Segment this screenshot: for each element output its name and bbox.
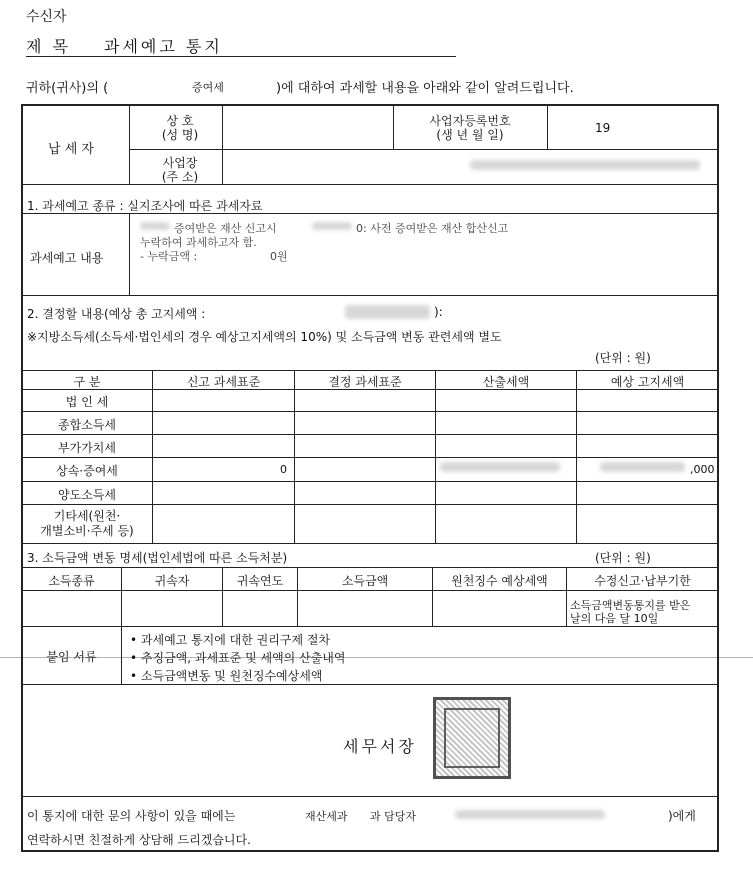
- footer-line1-prefix: 이 통지에 대한 문의 사항이 있을 때에는: [27, 809, 236, 823]
- intro-suffix: )에 대하여 과세할 내용을 아래와 같이 알려드립니다.: [276, 81, 574, 96]
- s3-header-recipient: 귀속자: [154, 574, 190, 588]
- row-label-vat: 부가가치세: [58, 441, 116, 455]
- section2-title: 2. 결정할 내용(예상 총 고지세액 :: [27, 307, 206, 321]
- footer-line2: 연락하시면 친절하게 상담해 드리겠습니다.: [27, 833, 251, 847]
- attachments-label: 붙임 서류: [46, 650, 97, 664]
- addr-label-1: 사업장: [162, 156, 198, 170]
- col-header-expected-tax: 예상 고지세액: [610, 375, 685, 389]
- row-label-income-tax: 종합소득세: [58, 418, 116, 432]
- redacted-contact: [455, 810, 605, 819]
- name-label-1: 상 호: [166, 114, 194, 128]
- redacted-expected-tax: [600, 462, 685, 472]
- cell-gift-expected-tax: ,000: [690, 463, 715, 476]
- s3-header-amount: 소득금액: [341, 574, 389, 588]
- col-header-calculated-tax: 산출세액: [482, 375, 530, 389]
- attachment-item-2: • 추징금액, 과세표준 및 세액의 산출내역: [130, 651, 346, 665]
- reg-value: 19: [595, 121, 611, 135]
- subject-title: 과세예고 통지: [104, 37, 223, 56]
- cell-gift-reported-base: 0: [280, 463, 287, 476]
- redacted-id: [140, 222, 170, 230]
- section1-row-label: 과세예고 내용: [30, 251, 104, 265]
- taxpayer-label: 납 세 자: [48, 142, 94, 157]
- footer-officer: 과 담당자: [370, 810, 417, 823]
- s3-header-deadline: 수정신고·납부기한: [594, 574, 691, 588]
- intro-tax: 증여세: [192, 81, 224, 94]
- redacted-total-tax: [345, 305, 430, 319]
- subject-underline: [26, 56, 456, 57]
- attachment-item-3: • 소득금액변동 및 원천징수예상세액: [130, 669, 323, 683]
- fold-line: [0, 657, 753, 658]
- intro-prefix: 귀하(귀사)의 (: [26, 81, 109, 96]
- content-line-2: 누락하여 과세하고자 함.: [140, 236, 257, 249]
- redacted-address: [470, 160, 700, 170]
- addr-label-2: (주 소): [161, 170, 199, 184]
- s3-deadline-text-1: 소득금액변동통지를 받은: [570, 599, 691, 612]
- row-label-corporate-tax: 법 인 세: [65, 395, 109, 409]
- section3-title: 3. 소득금액 변동 명세(법인세법에 따른 소득처분): [27, 551, 288, 565]
- section2-unit: (단위 : 원): [595, 351, 651, 365]
- section2-note: ※지방소득세(소득세·법인세의 경우 예상고지세액의 10%) 및 소득금액 변동 관련세액 별도: [27, 330, 502, 344]
- recipient-label: 수신자: [26, 9, 67, 25]
- reg-label-1: 사업자등록번호: [429, 114, 511, 128]
- s3-header-withholding: 원천징수 예상세액: [451, 574, 548, 588]
- subject-prefix: 제 목: [26, 37, 71, 56]
- row-label-other-2: 개별소비·주세 등): [40, 524, 134, 538]
- row-label-other-1: 기타세(원천·: [53, 509, 121, 523]
- col-header-category: 구 분: [73, 375, 101, 389]
- content-line-1a: 증여받은 재산 신고시: [174, 222, 277, 235]
- tax-office-signature: 세무서장: [343, 737, 417, 756]
- content-line-1b: 0: 사전 증여받은 재산 합산신고: [356, 222, 509, 235]
- official-seal-icon: [433, 697, 511, 779]
- content-line-3: - 누락금액 :: [140, 250, 198, 263]
- attachment-item-1: • 과세예고 통지에 대한 권리구제 절차: [130, 633, 331, 647]
- row-label-transfer-tax: 양도소득세: [58, 488, 116, 502]
- row-label-inheritance-gift-tax: 상속·증여세: [56, 464, 118, 478]
- section3-unit: (단위 : 원): [595, 551, 651, 565]
- footer-dept: 재산세과: [305, 810, 348, 823]
- reg-label-2: (생 년 월 일): [436, 128, 504, 142]
- name-label-2: (성 명): [161, 128, 199, 142]
- redacted-calculated-tax: [440, 462, 560, 472]
- s3-header-income-type: 소득종류: [48, 574, 95, 588]
- col-header-decided-base: 결정 과세표준: [328, 375, 402, 389]
- redacted-date: [312, 222, 352, 230]
- content-line-3-value: 0원: [270, 250, 288, 263]
- s3-header-year: 귀속연도: [236, 574, 284, 588]
- footer-line1-suffix: )에게: [668, 809, 696, 823]
- col-header-reported-base: 신고 과세표준: [186, 375, 261, 389]
- section2-title-end: ):: [434, 305, 443, 319]
- section1-title: 1. 과세예고 종류 : 실지조사에 따른 과세자료: [27, 199, 263, 213]
- s3-deadline-text-2: 날의 다음 달 10일: [570, 612, 659, 625]
